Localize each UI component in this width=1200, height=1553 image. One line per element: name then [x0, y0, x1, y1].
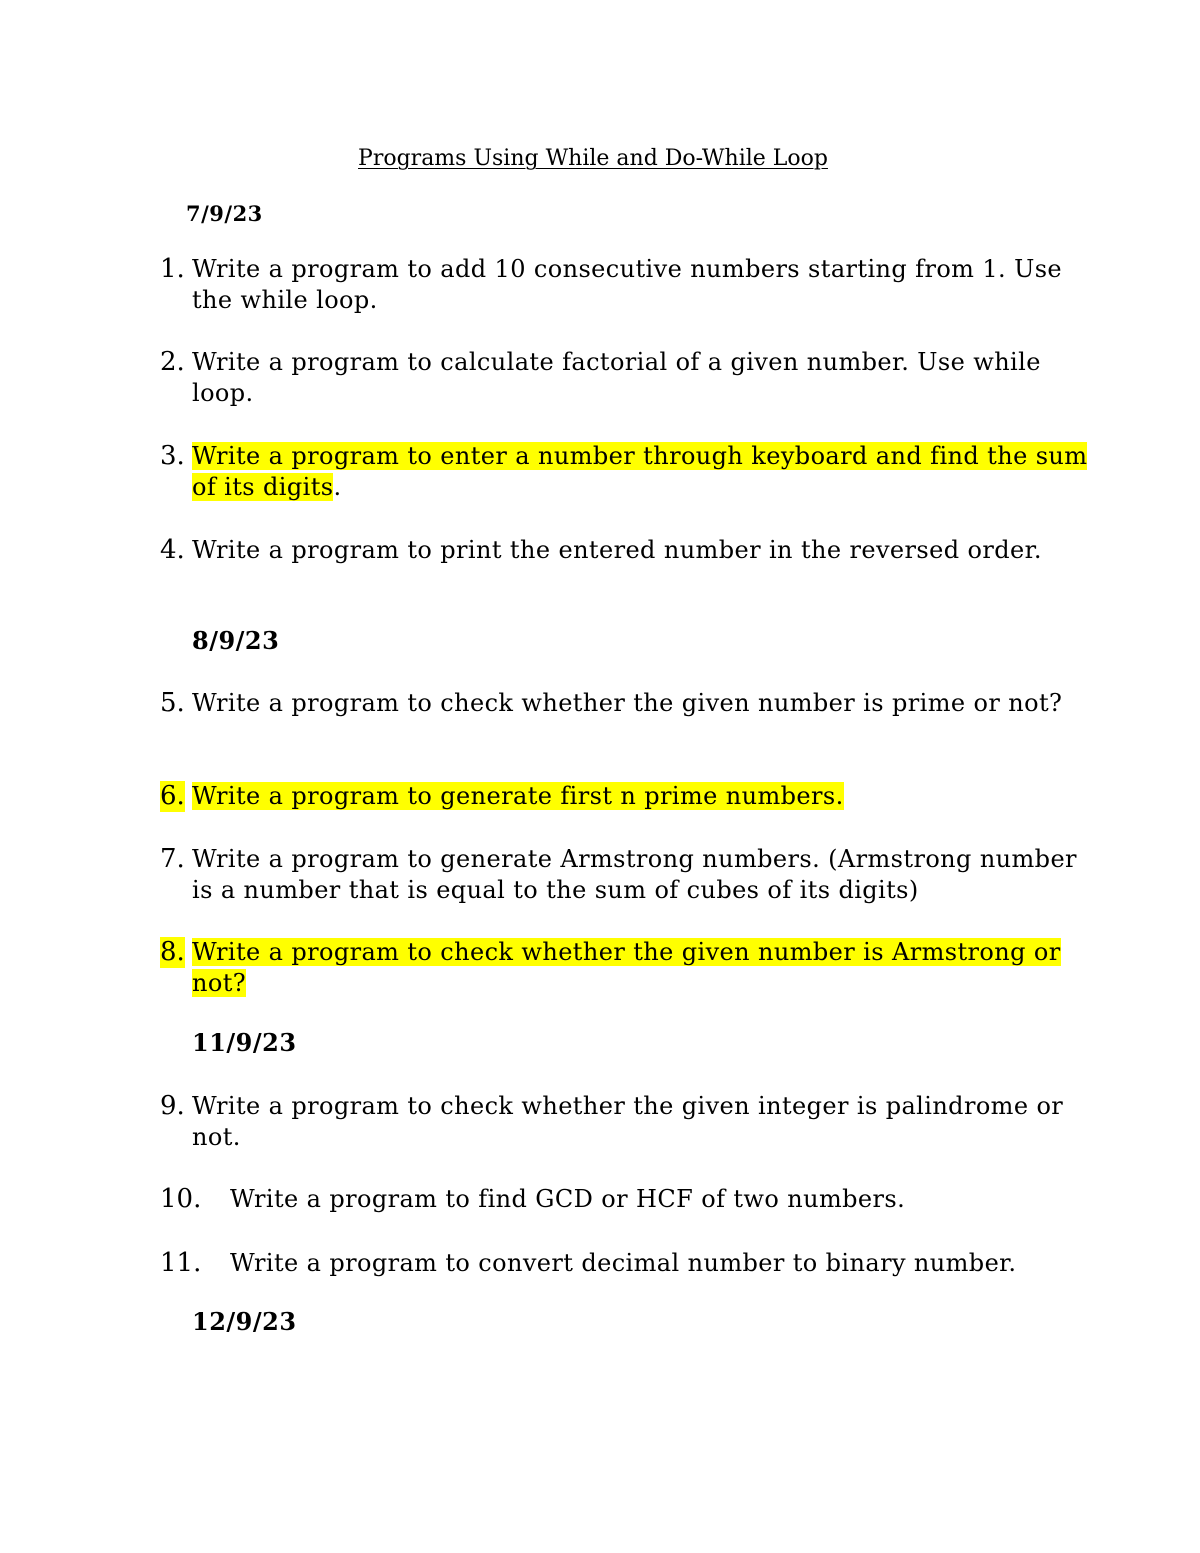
- item-text: Write a program to convert decimal number to binary number.: [230, 1249, 1017, 1277]
- item-number: 10.: [160, 1184, 202, 1214]
- date-heading: 7/9/23: [186, 201, 263, 226]
- item-number: 6.: [160, 781, 185, 811]
- item-number: 1.: [160, 254, 185, 284]
- item-number: 8.: [160, 937, 185, 967]
- item-number: 9.: [160, 1091, 185, 1121]
- item-text: Write a program to check whether the given integer is palindrome or not.: [192, 1092, 1064, 1151]
- highlighted-text: Write a program to check whether the given number is Armstrong or not?: [192, 938, 1061, 997]
- item-text-suffix: .: [333, 473, 342, 501]
- item-text-highlighted: [192, 937, 1092, 999]
- item-number: 2.: [160, 347, 185, 377]
- item-number: 3.: [160, 441, 185, 471]
- item-text-highlighted: [192, 781, 1092, 812]
- item-text: Write a program to check whether the given number is prime or not?: [192, 689, 1063, 717]
- item-number: 4.: [160, 535, 185, 565]
- date-heading: 12/9/23: [192, 1307, 297, 1336]
- date-heading: 8/9/23: [192, 626, 280, 655]
- highlighted-text: Write a program to generate first n prime numbers.: [192, 782, 844, 810]
- item-text: Write a program to generate Armstrong numbers. (Armstrong number is a number that is equal to the sum of cubes of its digits): [192, 845, 1077, 904]
- item-number: 11.: [160, 1248, 202, 1278]
- item-text: Write a program to find GCD or HCF of two numbers.: [230, 1185, 906, 1213]
- item-text: Write a program to add 10 consecutive numbers starting from 1. Use the while loop.: [192, 255, 1063, 314]
- highlighted-text: Write a program to enter a number through keyboard and find the sum of its digits: [192, 442, 1088, 501]
- item-number: 5.: [160, 688, 185, 718]
- item-text: Write a program to calculate factorial of a given number. Use while loop.: [192, 348, 1041, 407]
- item-text-highlighted: [192, 441, 1092, 503]
- item-number: 7.: [160, 844, 185, 874]
- date-heading: 11/9/23: [192, 1028, 297, 1057]
- document-title: Programs Using While and Do-While Loop: [358, 146, 828, 171]
- item-text: Write a program to print the entered number in the reversed order.: [192, 536, 1042, 564]
